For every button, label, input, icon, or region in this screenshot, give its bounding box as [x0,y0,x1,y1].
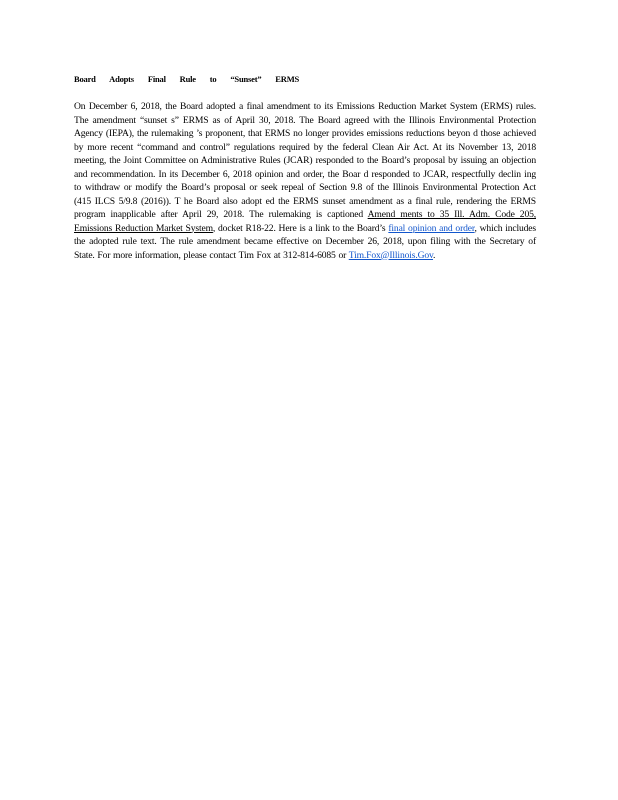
email-link[interactable]: Tim.Fox@Illinois.Gov [348,249,434,261]
document-title: Board Adopts Final Rule to “Sunset” ERMS [74,74,300,84]
rulemaking-caption: Amend ments to 35 Ill. Adm. Code 205, Emissions Reduction Market System [74,209,536,234]
document-body [74,100,536,262]
body-text-part-4: . [433,249,436,261]
final-opinion-link[interactable]: final opinion and order [388,222,475,234]
body-text-part-3: , which includes the adopted rule text. The rule amendment became effective on December 26, 2018, upon filing with the Secretary of State. For more information, please contact Tim Fox at 312-814-6085 or [74,222,536,261]
body-text-part-2: , docket R18-22. Here is a link to the Board’s [212,222,389,234]
body-text-part-1: On December 6, 2018, the Board adopted a final amendment to its Emissions Reduction Market System (ERMS) rules. The amendment “sunset s” ERMS as of April 30, 2018. The Board agreed with the Illinois Environmental Protection Agency (IEPA), the rulemaking ’s proponent, that ERMS no longer provides emissions reductions beyon d those achieved by more recent “command and control” regulations required by the federal Clean Air Act. At its November 13, 2018 meeting, the Joint Committee on Administrative Rules (JCAR) responded to the Board’s proposal by issuing an objection and recommendation. In its December 6, 2018 opinion and order, the Boar d responded to JCAR, respectfully declin ing to withdraw or modify the Board’s proposal or seek repeal of Section 9.8 of the Illinois Environmental Protection Act (415 ILCS 5/9.8 (2016)). T he Board also adopt ed the ERMS sunset amendment as a final rule, rendering the ERMS program inapplicable after April 29, 2018. The rulemaking is captioned [74,101,536,220]
